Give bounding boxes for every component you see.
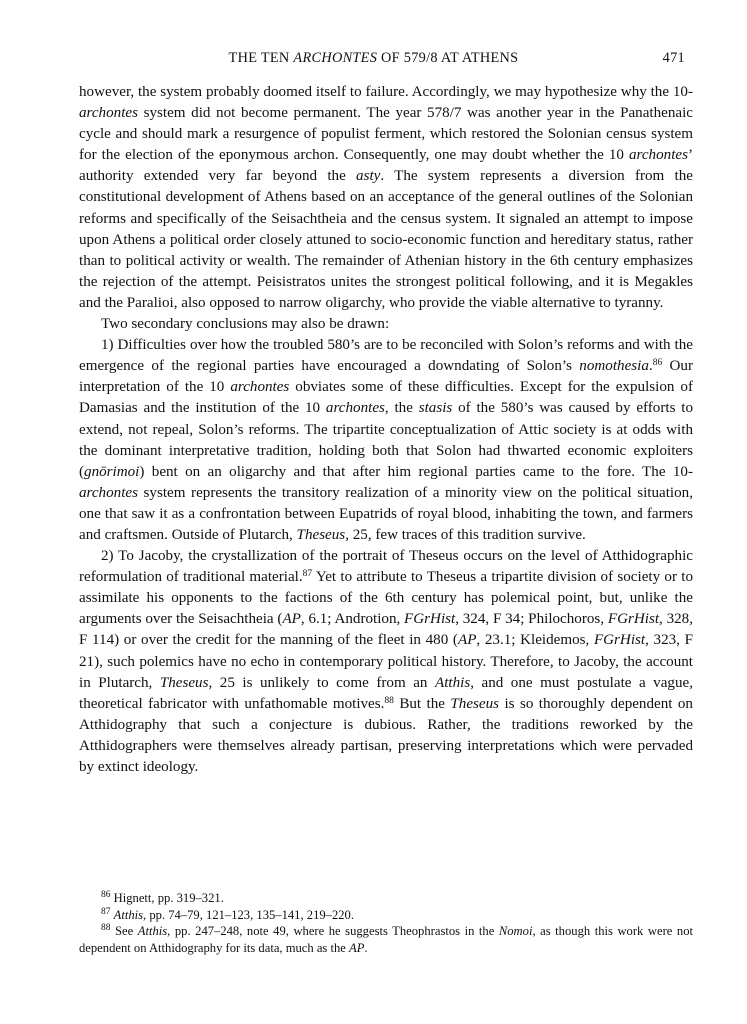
footnote-ref-87: 87	[302, 568, 313, 579]
paragraph-first-conclusion: 1) Difficulties over how the troubled 580’s are to be reconciled with Solon’s reforms and with the emergence of the regional parties have encouraged a downdating of Solon’s nomothesia.$^{86}$ Our interpretation of the 10 archontes obviates some of these difficulties. Except for the expulsion of Damasias and the institution of the 10 archontes, the stasis of the 580’s was caused by efforts to extend, not repeal, Solon’s reforms. The tripartite conceptualization of Attic society is at odds with the dominant interpretative tradition, holding both that Solon had thwarted economic exploiters (gnōrimoi) bent on an oligarchy and that after him regional parties came to the fore. The 10-archontes system represents the transitory realization of a minority view on the political situation, one that saw it as a confrontation between Eupatrids of royal blood, inhabiting the town, and farmers and craftsmen. Outside of Plutarch, Theseus, 25, few traces of this tradition survive.	[79, 337, 693, 543]
footnotes	[79, 890, 693, 956]
footnote-ref-86: 86	[652, 358, 663, 368]
footnote-87: $^{87}$ Atthis, pp. 74–79, 121–123, 135–141, 219–220.	[101, 906, 354, 922]
running-header	[0, 50, 747, 72]
running-title: THE TEN ARCHONTES OF 579/8 AT ATHENS	[228, 50, 519, 66]
paragraph-second-conclusion: 2) To Jacoby, the crystallization of the portrait of Theseus occurs on the level of Atthidographic reformulation of traditional material.$^{87}$ Yet to attribute to Theseus a tripartite division of society or to assimilate his opponents to the factions of the 6th century has polemical point, but, unlike the arguments over the Seisachtheia (AP, 6.1; Androtion, FGrHist, 324, F 34; Philochoros, FGrHist, 328, F 114) or over the credit for the manning of the fleet in 480 (AP, 23.1; Kleidemos, FGrHist, 323, F 21), such polemics have no echo in contemporary political history. Therefore, to Jacoby, the account in Plutarch, Theseus, 25 is unlikely to come from an Atthis, and one must postulate a vague, theoretical fabricator with unfathomable motives.$^{88}$ But the Theseus is so thoroughly dependent on Atthidography that such a conjecture is dubious. Rather, the traditions reworked by the Atthidographers were themselves already partisan, preserving interpretations which were pervaded by extinct ideology.	[79, 548, 693, 775]
footnote-86: $^{86}$ Hignett, pp. 319–321.	[101, 889, 224, 905]
paragraph-conclusion: however, the system probably doomed itself to failure. Accordingly, we may hypothesize why the 10-archontes system did not become permanent. The year 578/7 was another year in the Panathenaic cycle and should mark a resurgence of populist ferment, which restored the Solonian census system for the election of the eponymous archon. Consequently, one may doubt whether the 10 archontes’ authority extended very far beyond the asty. The system represents a diversion from the constitutional development of Athens based on an acceptance of the general outlines of the Solonian reforms and specifically of the Seisachtheia and the census system. It signaled an attempt to impose upon Athens a political order closely attuned to socio-economic function and hereditary status, rather than to political activity or wealth. The remainder of Athenian history in the 6th century emphasizes the rejection of the attempt. Peisistratos unites the strongest political following, and it is Megakles and the Paralioi, also opposed to narrow oligarchy, who provide the viable alternative to tyranny.	[79, 84, 693, 311]
footnote-ref-88: 88	[384, 695, 394, 706]
paragraph-secondary-intro: Two secondary conclusions may also be drawn:	[101, 316, 390, 333]
body-text	[79, 82, 693, 778]
footnote-88: $^{88}$ See Atthis, pp. 247–248, note 49, where he suggests Theophrastos in the Nomoi, as though this work were not dependent on Atthidography for its data, much as the AP.	[79, 922, 693, 955]
page-number: 471	[662, 50, 685, 66]
